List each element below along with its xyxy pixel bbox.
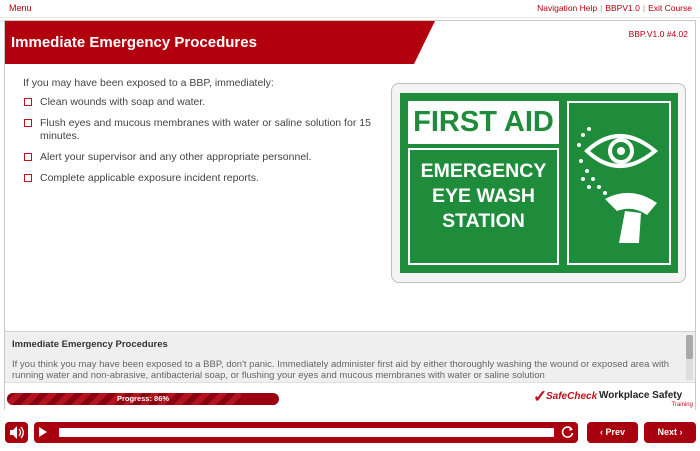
checkbox-bullet-icon (24, 153, 32, 161)
sign-line-3: STATION (442, 210, 525, 232)
transcript-panel (5, 331, 695, 382)
checkbox-bullet-icon (24, 174, 32, 182)
next-button[interactable]: Next › (644, 422, 696, 443)
list-item-text: Complete applicable exposure incident reports. (40, 172, 259, 184)
seek-bar[interactable] (59, 428, 554, 437)
checkbox-bullet-icon (24, 119, 32, 127)
brand-logo (533, 387, 693, 409)
volume-button[interactable] (5, 422, 28, 443)
scroll-thumb[interactable] (686, 335, 693, 359)
version-link[interactable]: BBPV1.0 (605, 3, 640, 13)
sign-body (408, 148, 559, 265)
slide-stage (4, 20, 696, 410)
progress-label: Progress: 86% (116, 394, 170, 403)
title-band (5, 21, 435, 64)
separator: | (600, 3, 603, 13)
brand-subtitle: Training (671, 402, 693, 408)
list-item-text: Flush eyes and mucous membranes with water or saline solution for 15 minutes. (40, 117, 371, 142)
exit-course-link[interactable]: Exit Course (648, 3, 692, 13)
separator: | (642, 3, 646, 13)
checkbox-bullet-icon (24, 98, 32, 106)
sign-line-2: EYE WASH (432, 185, 535, 207)
prev-button[interactable]: ‹ Prev (587, 422, 638, 443)
top-bar (0, 0, 700, 18)
sign-header: FIRST AID (408, 101, 559, 144)
brand-name: SafeCheck (546, 391, 598, 402)
list-item-text: Alert your supervisor and any other appropriate personnel. (40, 151, 312, 163)
media-player-bar (34, 422, 578, 443)
checkmark-icon: ✓ (533, 387, 548, 406)
list-item (23, 172, 383, 185)
list-item (23, 96, 383, 109)
sign-line-1: EMERGENCY (420, 160, 547, 182)
list-item (23, 117, 383, 143)
menu-link[interactable]: Menu (9, 3, 32, 13)
brand-tagline: Workplace Safety (599, 390, 683, 401)
sign-board (400, 93, 678, 273)
progress-bar (7, 393, 279, 405)
top-links (537, 3, 692, 13)
list-item-text: Clean wounds with soap and water. (40, 96, 206, 108)
page-title: Immediate Emergency Procedures (11, 34, 257, 51)
eye-wash-icon (567, 101, 671, 265)
transcript-text: If you think you may have been exposed to a BBP, don't panic. Immediately administer first aid by either thoroughly washing the wound or exposed area with running water and non-abrasive, antibacterial soap, or flushing your eyes and mucous membranes with water or saline solution (12, 359, 669, 381)
eye-wash-sign-image (391, 83, 686, 283)
progress-area (5, 382, 695, 410)
slide-code: BBP.V1.0 #4.02 (628, 29, 688, 39)
speaker-icon (5, 422, 28, 443)
transcript-title: Immediate Emergency Procedures (12, 339, 168, 350)
replay-icon[interactable] (560, 425, 575, 440)
play-icon[interactable] (39, 427, 47, 437)
sign-text-panel (408, 101, 559, 265)
intro-text: If you may have been exposed to a BBP, immediately: (23, 77, 274, 89)
procedure-list (23, 96, 383, 193)
player-controls (0, 414, 700, 451)
list-item (23, 151, 383, 164)
navigation-help-link[interactable]: Navigation Help (537, 3, 598, 13)
transcript-scrollbar[interactable] (686, 335, 693, 380)
